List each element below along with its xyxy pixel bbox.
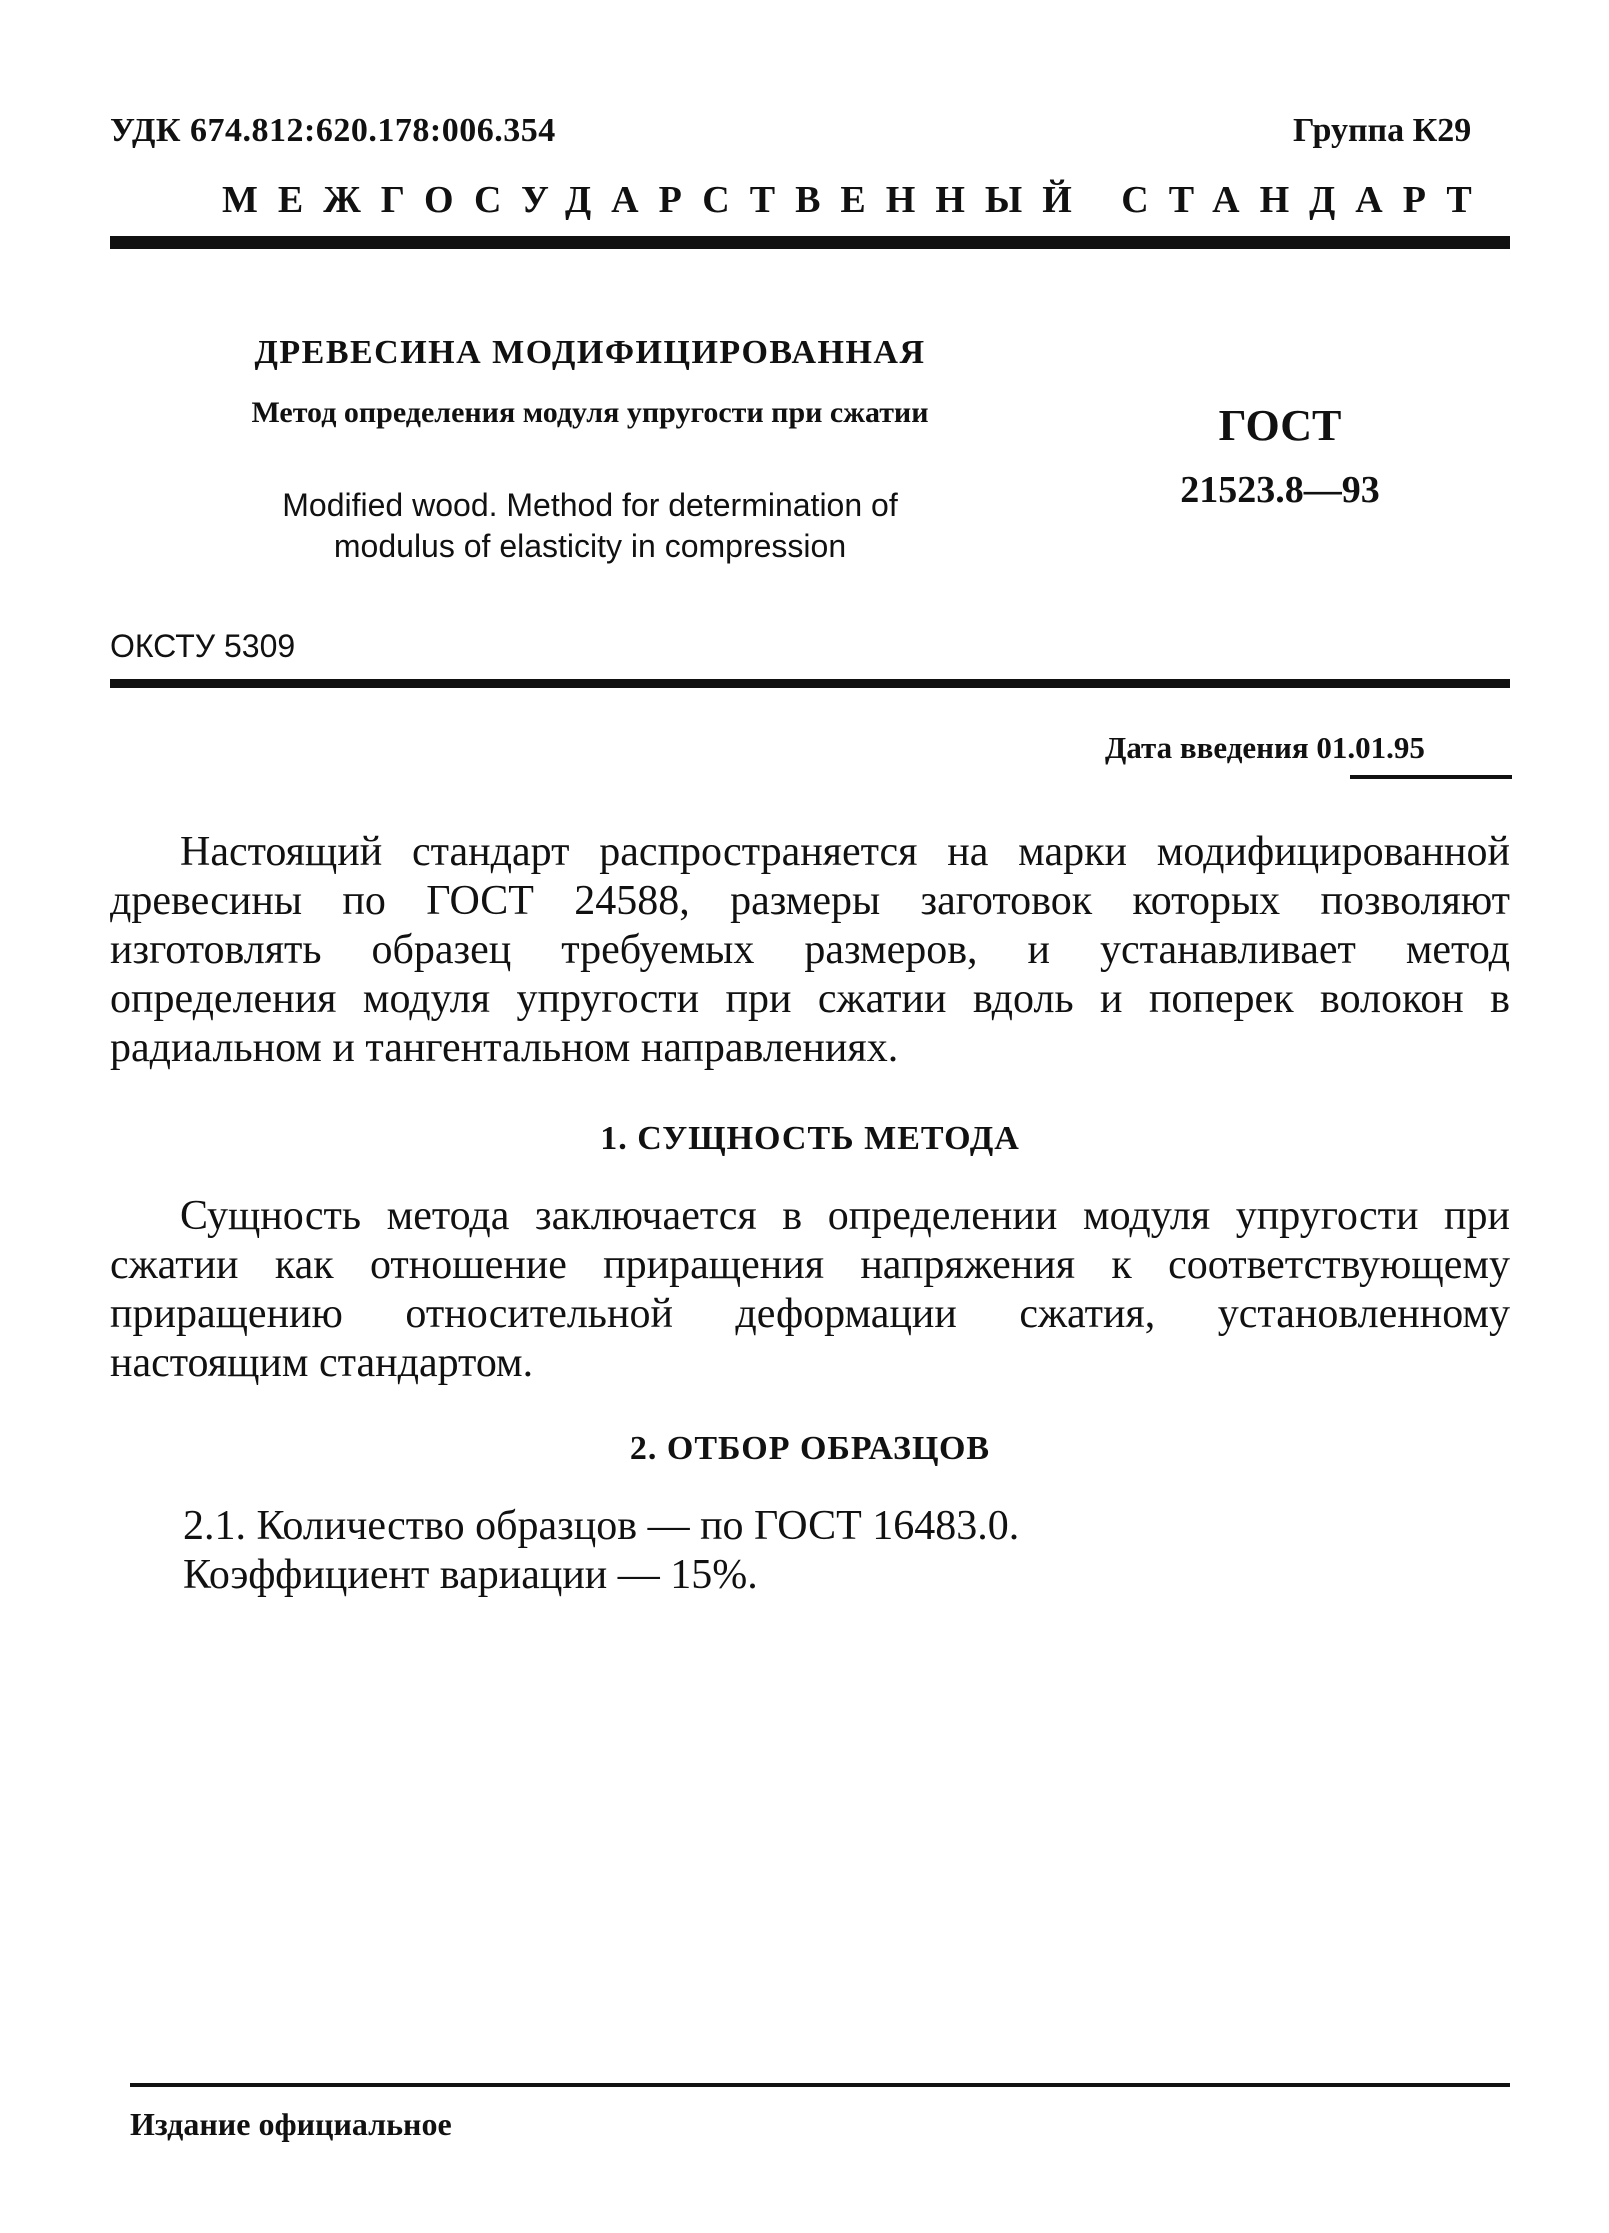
document-subtitle-en: Modified wood. Method for determination of modulus of elasticity in compression [282,487,898,564]
standard-type-heading: МЕЖГОСУДАРСТВЕННЫЙ СТАНДАРТ [222,179,1492,221]
introduction-date: Дата введения 01.01.95 [1105,730,1425,765]
middle-divider [110,679,1510,688]
gost-number: 21523.8—93 [1180,469,1380,511]
document-title-ru: ДРЕВЕСИНА МОДИФИЦИРОВАННАЯ [254,334,926,371]
intro-paragraph: Настоящий стандарт распространяется на марки модифицированной древесины по ГОСТ 24588, размеры заготовок которых позволяют изготовлять образец требуемых размеров, и устанавливает метод определения модуля упругости при сжатии вдоль и поперек волокон в радиальном и тангентальном направлениях. [110,829,1510,1071]
udk-code: УДК 674.812:620.178:006.354 [110,112,556,149]
section-2-heading: 2. ОТБОР ОБРАЗЦОВ [629,1430,991,1467]
footer-divider [130,2083,1510,2087]
section-1-heading: 1. СУЩНОСТЬ МЕТОДА [600,1120,1020,1157]
official-edition-label: Издание официальное [130,2106,452,2142]
document-subtitle-ru: Метод определения модуля упругости при сжатии [251,396,929,429]
gost-label: ГОСТ [1218,401,1342,450]
okstu-code: ОКСТУ 5309 [110,628,296,664]
variation-coefficient: Коэффициент вариации — 15%. [183,1552,758,1598]
top-divider [110,236,1510,249]
group-code: Группа К29 [1293,112,1472,149]
date-underline [1350,775,1512,779]
item-2-1: 2.1. Количество образцов — по ГОСТ 16483.0. [183,1503,1020,1549]
section-1-paragraph: Сущность метода заключается в определении модуля упругости при сжатии как отношение приращения напряжения к соответствующему приращению относительной деформации сжатия, установленному настоящим стандартом. [110,1193,1510,1386]
